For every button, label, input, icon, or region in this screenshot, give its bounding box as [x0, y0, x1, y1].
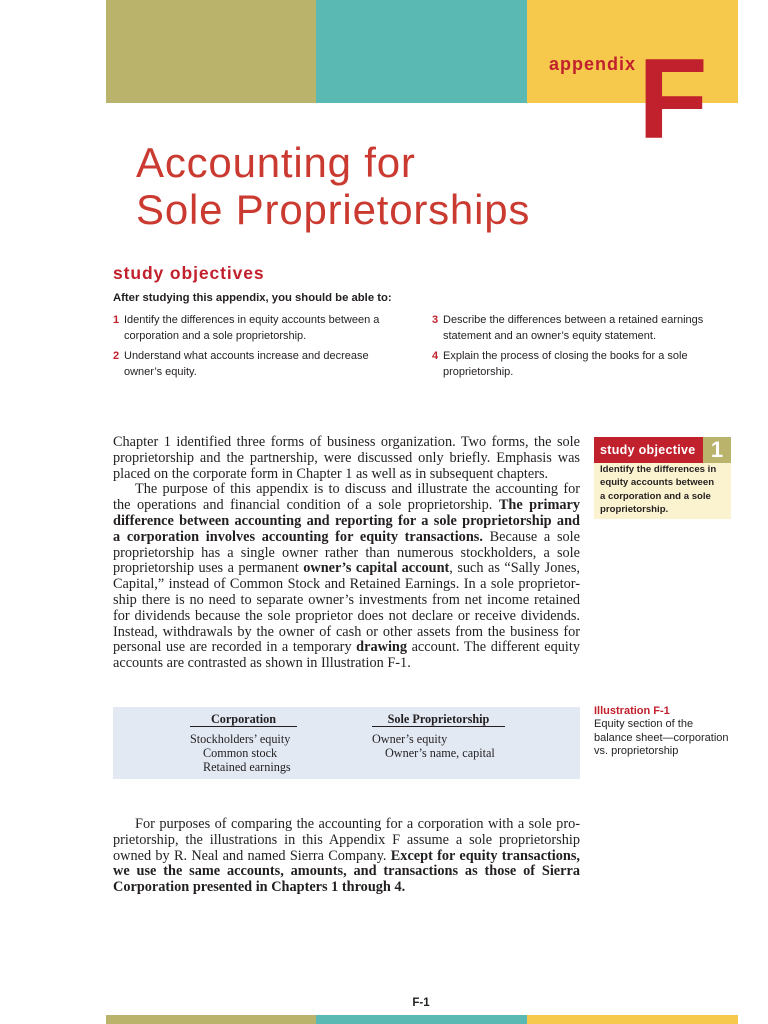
study-objective-number: 1: [703, 437, 731, 463]
objective-item: [432, 348, 732, 380]
study-objective-line: Identify the differences in: [600, 464, 717, 475]
objective-item: [113, 348, 413, 380]
text-line: [113, 577, 580, 593]
text-line: [113, 451, 580, 467]
column-heading: Sole Proprietorship: [372, 712, 505, 727]
body-text: For purposes of comparing the accounting for a corporation with a sole pro-: [135, 816, 580, 832]
body-text: personal use are recorded in a temporary: [113, 639, 357, 656]
sole-proprietorship-column: [372, 712, 505, 760]
bottom-band-teal: [316, 1015, 527, 1024]
page-number: F-1: [412, 997, 430, 1009]
equity-group-title: Stockholders’ equity: [190, 732, 291, 746]
text-line: [113, 864, 580, 880]
equity-accounts: [372, 732, 505, 760]
text-line: [113, 609, 580, 625]
study-objective-line: equity accounts between: [600, 477, 715, 489]
top-band-olive: [106, 0, 316, 103]
body-text: Capital,” instead of Common Stock and Retained Earnings. In a sole proprietor-: [113, 576, 580, 593]
study-objectives-intro: After studying this appendix, you should be able to:: [113, 292, 392, 304]
body-text: account. The different equity: [407, 639, 580, 656]
body-text: prietorship, the illustrations in this Appendix F assume a sole proprietorship: [113, 831, 580, 848]
illustration-f1-table: [113, 707, 580, 779]
body-section-comparison: [113, 817, 580, 896]
page-title: [136, 139, 530, 233]
text-line: [113, 880, 580, 896]
objective-item: [432, 312, 732, 344]
equity-account: Retained earnings: [203, 760, 291, 774]
objective-line: proprietorship.: [443, 366, 514, 378]
key-term-text: owner’s capital account: [303, 560, 450, 577]
text-line: [113, 656, 580, 672]
body-text: placed on the corporate form in Chapter 1 as well as in subsequent chapters.: [113, 465, 549, 482]
key-term-text: Corporation presented in Chapters 1 through 4.: [113, 879, 406, 896]
text-line: [113, 817, 580, 833]
text-line: [113, 546, 580, 562]
text-line: [113, 625, 580, 641]
paragraph: [113, 817, 580, 896]
text-line: [113, 561, 580, 577]
illustration-label: Illustration F-1: [594, 705, 670, 717]
paragraph: [113, 482, 580, 672]
top-band-teal: [316, 0, 527, 103]
body-text: ship there is no need to separate owner’s investments from net income retained: [113, 591, 580, 608]
body-text: proprietorship and the partnership, were discussed only briefly. Emphasis was: [113, 449, 580, 466]
appendix-letter: F: [638, 36, 708, 163]
text-line: [113, 467, 580, 483]
body-text: , such as “Sally Jones,: [449, 560, 580, 577]
body-text: Chapter 1 identified three forms of business organization. Two forms, the sole: [113, 434, 580, 450]
text-line: [113, 593, 580, 609]
text-line: [113, 530, 580, 546]
equity-group-title: Owner’s equity: [372, 732, 448, 746]
bottom-band-yellow: [527, 1015, 738, 1024]
body-text: The purpose of this appendix is to discuss and illustrate the accounting for: [135, 481, 580, 498]
page-title-line: Accounting for: [136, 139, 416, 186]
equity-account: Common stock: [203, 746, 278, 760]
objective-text: [124, 348, 413, 380]
illustration-caption-line: vs. proprietorship: [594, 745, 679, 757]
text-line: [113, 435, 580, 451]
body-text: Instead, withdrawals by the owner of cash or other assets from the business for: [113, 623, 580, 640]
study-objective-line: a corporation and a sole: [600, 490, 711, 502]
body-text: owned by R. Neal and named Sierra Company.: [113, 847, 391, 864]
equity-account: Owner’s name, capital: [385, 746, 495, 760]
text-line: [113, 640, 580, 656]
body-section-intro: [113, 435, 580, 672]
objective-number: 3: [432, 314, 439, 326]
objective-line: corporation and a sole proprietorship.: [124, 330, 307, 342]
body-text: for dividends because the sole proprietor does not declare or receive dividends.: [113, 607, 580, 624]
paragraph: [113, 435, 580, 482]
study-objective-text: [594, 463, 731, 519]
appendix-label: appendix: [549, 54, 637, 74]
illustration-caption-line: balance sheet—corporation: [594, 731, 729, 744]
equity-accounts: [190, 732, 297, 774]
page-title-line: Sole Proprietorships: [136, 186, 531, 233]
objective-number: 2: [113, 350, 120, 362]
body-text: Because a sole: [482, 528, 580, 545]
body-text: the operations and financial condition of a sole proprietorship.: [113, 497, 499, 514]
objective-line: Describe the differences between a retained earnings: [443, 314, 704, 326]
study-objective-header: [594, 437, 731, 463]
objective-number: 1: [113, 314, 120, 326]
text-line: [113, 849, 580, 865]
objective-line: Identify the differences in equity accounts between a: [124, 314, 380, 326]
objective-text: [443, 312, 732, 344]
key-term-text: The primary: [498, 497, 580, 514]
key-term-text: we use the same accounts, amounts, and transactions as those of Sierra: [113, 863, 580, 880]
text-line: [113, 482, 580, 498]
objective-item: [113, 312, 413, 344]
text-line: [113, 498, 580, 514]
objective-text: [443, 348, 732, 380]
key-term-text: drawing: [356, 639, 408, 656]
corporation-column: [190, 712, 297, 774]
study-objective-sidebar: [594, 437, 731, 519]
column-heading: Corporation: [190, 712, 297, 727]
illustration-caption: [594, 705, 764, 759]
objective-line: owner’s equity.: [124, 366, 197, 378]
illustration-caption-line: Equity section of the: [594, 718, 694, 730]
body-text: accounts are contrasted as shown in Illustration F-1.: [113, 655, 411, 672]
study-objectives-heading: study objectives: [113, 263, 265, 283]
objective-text: [124, 312, 413, 344]
body-text: proprietorship has a single owner rather than numerous stockholders, a sole: [113, 544, 580, 561]
key-term-text: Except for equity transactions,: [390, 847, 581, 864]
study-objective-label: study objective: [594, 437, 703, 463]
bottom-band-olive: [106, 1015, 316, 1024]
objective-number: 4: [432, 350, 439, 362]
objective-line: statement and an owner’s equity statement.: [443, 330, 656, 342]
objective-line: Understand what accounts increase and decrease: [124, 350, 369, 362]
text-line: [113, 833, 580, 849]
study-objective-line: proprietorship.: [600, 504, 669, 516]
key-term-text: difference between accounting and reporting for a sole proprietorship and: [113, 512, 580, 529]
key-term-text: a corporation involves accounting for equity transactions.: [113, 528, 483, 545]
text-line: [113, 514, 580, 530]
body-text: proprietorship uses a permanent: [113, 560, 304, 577]
objective-line: Explain the process of closing the books for a sole: [443, 350, 688, 362]
